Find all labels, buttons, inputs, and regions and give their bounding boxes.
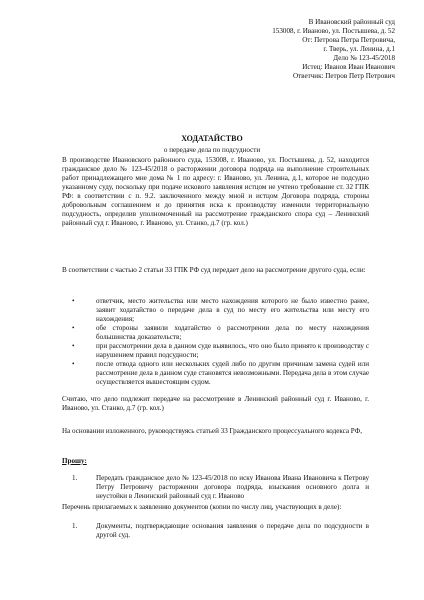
case-number: Дело № 123-45/2018: [333, 54, 395, 62]
item-number: 1.: [72, 522, 78, 530]
attachments-intro: Перечень прилагаемых к заявлению документов (копии по числу лиц, участвующих в деле):: [62, 503, 342, 511]
defendant: Ответчик: Петров Петр Петрович: [292, 72, 395, 80]
bullet-mark: •: [72, 342, 75, 350]
attachment-item: [62, 522, 369, 540]
list-item: • ответчик, место жительства или место нахождения которого не было известно ранее, заявит ходатайство о передаче дела в суд по месту его жительства или месту его нахождения;: [72, 297, 369, 323]
list-item: • после отвода одного или нескольких судей либо по другим причинам замена судей или рассмотрение дела в данном суде становятся невозможными. Передача дела в этом случае осуществляется вышестоящим судом.: [72, 360, 369, 386]
paragraph-conclusion: Считаю, что дело подлежит передаче на рассмотрение в Ленинский районный суд г. Иваново, г. Иваново, ул. Станко, д.7 (гр. кол.): [62, 395, 369, 412]
paragraph-legal-basis: На основании изложенного, руководствуясь статьей 33 Гражданского процессуального кодекса РФ,: [62, 427, 363, 435]
sender-address: г. Тверь, ул. Ленина, д.1: [323, 45, 395, 53]
paragraph-case-info: В производстве Ивановского районного суда, 153008, г. Иваново, ул. Постышева, д. 52, находится гражданское дело № 123-45/2018 о расторжении договора подряда на выполнение строительных работ принадлежащего мне дома № 1 по адресу: г. Иваново, ул. Ленина, д.1, которое не подсудно указанному суду, поскольку при подаче искового заявления истцом не учтено требование ст. 32 ГПК РФ: в соответствии с п. 9.2. заключенного между мной и истцом Договора подряда, стороны добровольным соглашением и до принятия иска к производству изменили территориальную подсудность, определив уполномоченный на рассмотрение гражданского спора суд – Ленинский районный суд г. Иваново, г. Иваново, ул. Станко, д.7 (гр. кол.): [62, 156, 369, 227]
list-item: • обе стороны заявили ходатайство о рассмотрении дела по месту нахождения большинства доказательств;: [72, 324, 369, 341]
bullet-mark: •: [72, 297, 75, 305]
plaintiff: Истец: Иванов Иван Иванович: [302, 63, 395, 71]
grounds-list: [62, 297, 369, 387]
item-text: Документы, подтверждающие основания заявления о передаче дела по подсудности в другой суд.: [96, 522, 369, 539]
request-item: [62, 474, 369, 501]
paragraph-law-reference: В соответствии с частью 2 статьи 33 ГПК РФ суд передает дело на рассмотрение другого суда, если:: [62, 266, 366, 274]
bullet-mark: •: [72, 324, 75, 332]
document-title: ХОДАТАЙСТВО: [181, 134, 243, 143]
court-name: В Ивановский районный суд: [308, 18, 395, 26]
sender-name: От: Петрова Петра Петровича,: [302, 36, 395, 44]
list-item: • при рассмотрении дела в данном суде выявилось, что оно было принято к производству с нарушением правил подсудности;: [72, 342, 369, 359]
item-text: Передать гражданское дело № 123-45/2018 по иску Иванова Ивана Ивановича к Петрову Петру Петровичу расторжении договора подряда, взыскания основного долга и неустойки в Ленинский районный суд г. Иваново: [96, 474, 369, 500]
item-number: 1.: [72, 474, 78, 482]
addressee-block: [255, 18, 395, 81]
court-address: 153008, г. Иваново, ул. Постышева, д. 52: [272, 27, 395, 35]
request-heading: Прошу:: [62, 457, 87, 465]
bullet-mark: •: [72, 360, 75, 368]
document-subtitle: о передаче дела по подсудности: [163, 146, 261, 154]
